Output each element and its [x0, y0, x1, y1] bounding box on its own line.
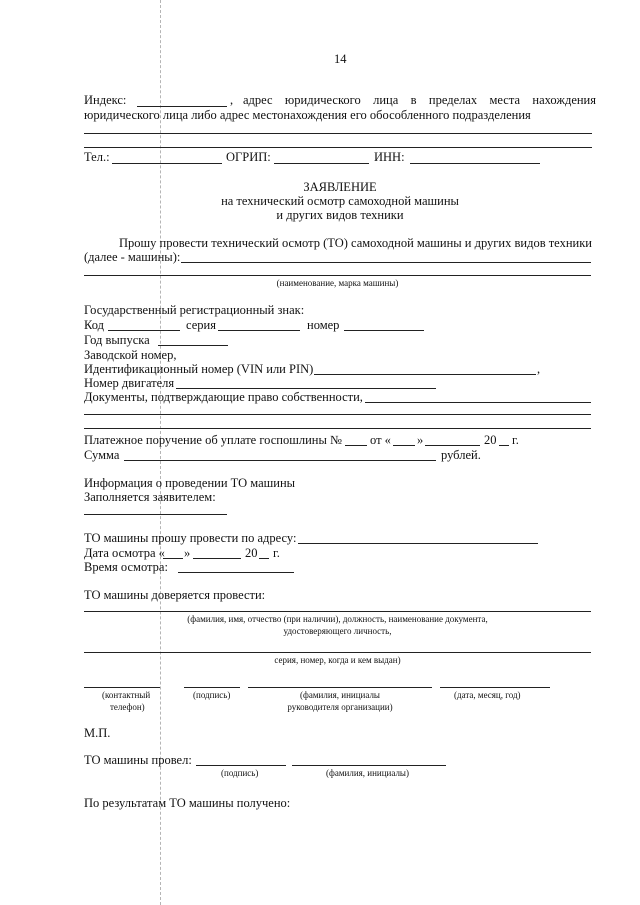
machine-name-caption: (наименование, марка машины) — [276, 278, 399, 288]
request-line-1: Прошу провести технический осмотр (ТО) самоходной машины и других видов техники — [119, 236, 592, 250]
tel-label: Тел.: — [84, 150, 110, 164]
inspection-year-field[interactable] — [259, 558, 269, 559]
conducted-name-field[interactable] — [292, 765, 446, 766]
signature-field[interactable] — [184, 687, 240, 688]
machine-name-field[interactable] — [181, 262, 591, 263]
address-field-2[interactable] — [84, 147, 592, 148]
vin-field[interactable] — [314, 374, 536, 375]
inn-field[interactable] — [410, 163, 540, 164]
engine-label: Номер двигателя — [84, 376, 175, 390]
year-label: Год выпуска — [84, 333, 150, 347]
page-number: 14 — [334, 52, 347, 66]
engine-field[interactable] — [176, 388, 436, 389]
conducted-name-caption: (фамилия, инициалы) — [326, 768, 409, 778]
request-line-2: (далее - машины): — [84, 250, 181, 264]
code-field[interactable] — [108, 330, 180, 331]
contact-phone-caption-2: телефон) — [110, 702, 145, 712]
document-title: ЗАЯВЛЕНИЕ — [303, 180, 377, 194]
series-label: серия — [186, 318, 216, 332]
payment-month-field[interactable] — [425, 445, 480, 446]
ownership-docs-field[interactable] — [365, 402, 591, 403]
trust-caption-1: (фамилия, имя, отчество (при наличии), должность, наименование документа, — [187, 614, 488, 624]
title-line-2: и других видов техники — [276, 208, 404, 222]
conducted-signature-caption: (подпись) — [221, 768, 259, 778]
manager-name-caption-1: (фамилия, инициалы — [300, 690, 380, 700]
payment-day-field[interactable] — [393, 445, 415, 446]
filled-by-label: Заполняется заявителем: — [84, 490, 216, 504]
address-line-1: адрес юридического лица в пределах места нахождения — [243, 93, 596, 107]
date-field[interactable] — [440, 687, 550, 688]
contact-phone-caption-1: (контактный — [102, 690, 151, 700]
conducted-label: ТО машины провел: — [84, 753, 192, 767]
year-field[interactable] — [158, 345, 228, 346]
address-field-1[interactable] — [84, 133, 592, 134]
stamp-label: М.П. — [84, 726, 111, 740]
signature-caption: (подпись) — [193, 690, 231, 700]
machine-name-field-2[interactable] — [84, 275, 591, 276]
inspection-address-field[interactable] — [298, 543, 538, 544]
ownership-docs-field-3[interactable] — [84, 428, 591, 429]
payment-year-field[interactable] — [499, 445, 509, 446]
vin-label: Идентификационный номер (VIN или PIN) — [84, 362, 314, 376]
date-caption: (дата, месяц, год) — [454, 690, 521, 700]
trust-caption-2: удостоверяющего личность, — [283, 626, 392, 636]
ownership-docs-label: Документы, подтверждающие право собственности, — [84, 390, 363, 404]
code-label: Код — [84, 318, 104, 332]
title-line-1: на технический осмотр самоходной машины — [221, 194, 459, 208]
result-label: По результатам ТО машины получено: — [84, 796, 291, 810]
info-heading: Информация о проведении ТО машины — [84, 476, 296, 490]
inspection-address-label: ТО машины прошу провести по адресу: — [84, 531, 297, 545]
sum-label: Сумма — [84, 448, 120, 462]
series-field[interactable] — [218, 330, 300, 331]
inn-label: ИНН: — [374, 150, 405, 164]
inspection-date-label: Дата осмотра « — [84, 546, 165, 560]
inspection-time-field[interactable] — [178, 572, 294, 573]
scan-fold-line — [160, 0, 161, 905]
trust-person-field[interactable] — [84, 611, 591, 612]
ogrip-label: ОГРИП: — [226, 150, 271, 164]
tel-field[interactable] — [112, 163, 222, 164]
trust-document-field[interactable] — [84, 652, 591, 653]
inspection-day-field[interactable] — [163, 558, 183, 559]
ownership-docs-field-2[interactable] — [84, 414, 591, 415]
trust-label: ТО машины доверяется провести: — [84, 588, 266, 602]
index-label: Индекс: — [84, 93, 127, 107]
payment-order-label: Платежное поручение об уплате госпошлины № — [84, 433, 342, 447]
sum-field[interactable] — [124, 460, 436, 461]
conducted-signature-field[interactable] — [196, 765, 286, 766]
payment-order-number-field[interactable] — [345, 445, 367, 446]
contact-phone-field[interactable] — [84, 687, 160, 688]
currency-label: рублей. — [441, 448, 481, 462]
manager-name-field[interactable] — [248, 687, 432, 688]
number-field[interactable] — [344, 330, 424, 331]
address-line-2: юридического лица либо адрес местонахождения его обособленного подразделения — [84, 108, 531, 122]
inspection-month-field[interactable] — [193, 558, 241, 559]
registration-heading: Государственный регистрационный знак: — [84, 303, 305, 317]
applicant-field[interactable] — [84, 514, 227, 515]
inspection-time-label: Время осмотра: — [84, 560, 168, 574]
factory-number-label: Заводской номер, — [84, 348, 177, 362]
trust-caption-3: серия, номер, когда и кем выдан) — [274, 655, 401, 665]
ogrip-field[interactable] — [274, 163, 369, 164]
index-field[interactable] — [137, 106, 227, 107]
manager-name-caption-2: руководителя организации) — [287, 702, 393, 712]
number-label: номер — [307, 318, 340, 332]
